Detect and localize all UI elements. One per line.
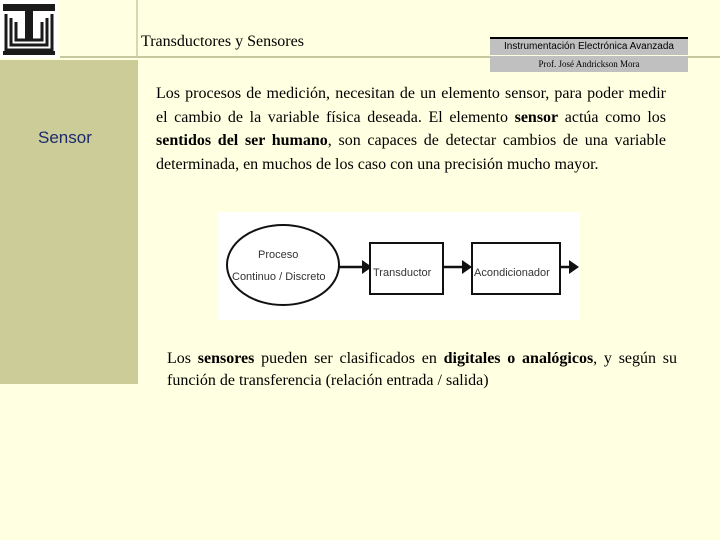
professor-name-box: Prof. José Andrickson Mora bbox=[490, 56, 688, 72]
conditioner-label: Acondicionador bbox=[474, 267, 550, 279]
process-label-line2: Continuo / Discreto bbox=[232, 271, 326, 283]
para1-bold-sensor: sensor bbox=[514, 108, 559, 126]
sidebar-panel bbox=[0, 60, 138, 384]
course-name-box: Instrumentación Electrónica Avanzada bbox=[490, 37, 688, 55]
para1-text-3: , son capaces de detectar cambios de una variable determinada, en muchos de los caso con una precisión mucho mayor. bbox=[156, 132, 667, 173]
intro-paragraph bbox=[156, 82, 666, 176]
para1-text-1: Los procesos de medición, necesitan de un elemento sensor, para poder medir el cambio de la variable física deseada. El elemento bbox=[156, 85, 666, 126]
para2-text-2: pueden ser clasificados en bbox=[254, 350, 444, 367]
sidebar-topic-label: Sensor bbox=[38, 128, 92, 147]
para2-text-3: , y según su función de transferencia (relación entrada / salida) bbox=[167, 350, 678, 389]
institution-logo bbox=[0, 0, 58, 58]
para2-text-1: Los bbox=[167, 350, 198, 367]
block-diagram bbox=[218, 212, 580, 320]
process-label-line1: Proceso bbox=[258, 249, 299, 261]
para1-text-2: actúa como los bbox=[558, 108, 667, 126]
header-divider-vertical bbox=[136, 0, 138, 58]
para2-bold-types: digitales o analógicos bbox=[443, 350, 594, 367]
process-ellipse bbox=[227, 225, 339, 305]
logo-icon bbox=[0, 0, 58, 58]
arrowhead-conditioner-output bbox=[569, 260, 579, 274]
arrowhead-transducer-conditioner bbox=[462, 260, 472, 274]
para2-bold-sensors: sensores bbox=[197, 350, 255, 367]
classification-paragraph bbox=[167, 348, 677, 392]
transducer-label: Transductor bbox=[373, 267, 432, 279]
para1-bold-senses: sentidos del ser humano bbox=[156, 132, 328, 149]
slide-title: Transductores y Sensores bbox=[141, 33, 304, 50]
